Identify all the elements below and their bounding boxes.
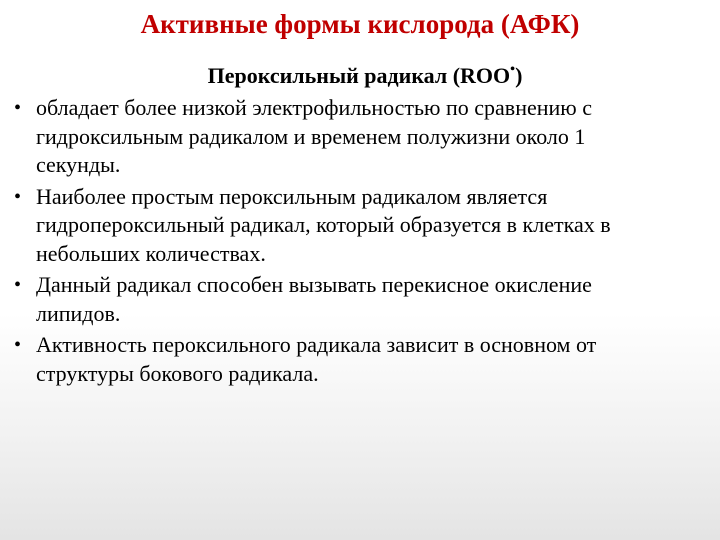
slide-title: Активные формы кислорода (АФК) (140, 9, 580, 39)
bullet-list (14, 94, 674, 391)
bullet-icon: • (14, 185, 22, 208)
slide-subtitle (0, 62, 720, 90)
bullet-item (14, 183, 674, 269)
bullet-text: Активность пероксильного радикала зависит в основном от структуры бокового радикала. (36, 332, 597, 386)
bullet-item (14, 331, 674, 388)
bullet-item (14, 271, 674, 328)
subtitle-close: ) (515, 63, 523, 88)
bullet-text: обладает более низкой электрофильностью по сравнению с гидроксильным радикалом и временем полужизни около 1 секунды. (36, 95, 592, 177)
radical-dot: • (510, 61, 516, 77)
subtitle-main: Пероксильный радикал (ROO (207, 63, 511, 88)
bullet-icon: • (14, 274, 22, 296)
bullet-icon: • (14, 97, 22, 119)
bullet-icon: • (14, 334, 22, 356)
bullet-item (14, 94, 674, 180)
bullet-text: Наиболее простым пероксильным радикалом является гидропероксильный радикал, который образуется в клетках в небольших количествах. (36, 183, 611, 266)
bullet-text: Данный радикал способен вызывать перекисное окисление липидов. (36, 272, 592, 326)
